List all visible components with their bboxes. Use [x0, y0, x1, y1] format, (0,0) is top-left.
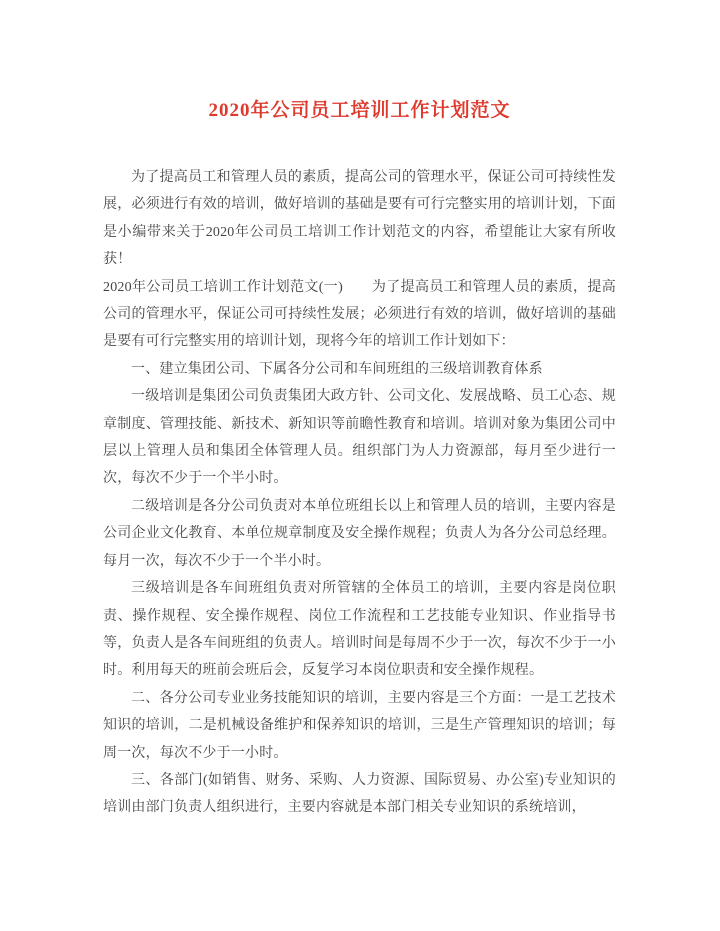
paragraph-level-one-training: 一级培训是集团公司负责集团大政方针、公司文化、发展战略、员工心态、规章制度、管理技能、新技术、新知识等前瞻性教育和培训。培训对象为集团公司中层以上管理人员和集团全体管理人员。组织部门为人力资源部，每月至少进行一次，每次不少于一个半小时。	[103, 389, 616, 487]
document-body	[103, 164, 616, 822]
paragraph-sample-one-heading: 2020年公司员工培训工作计划范文(一) 为了提高员工和管理人员的素质，提高公司的管理水平，保证公司可持续性发展；必须进行有效的培训，做好培训的基础是要有可行完整实用的培训计划，现将今年的培训工作计划如下：	[103, 279, 616, 350]
paragraph-section-one-heading: 一、建立集团公司、下属各分公司和车间班组的三级培训教育体系	[131, 361, 543, 377]
paragraph-level-three-training: 三级培训是各车间班组负责对所管辖的全体员工的培训，主要内容是岗位职责、操作规程、安全操作规程、岗位工作流程和工艺技能专业知识、作业指导书等，负责人是各车间班组的负责人。培训时间是每周不少于一次，每次不少于一小时。利用每天的班前会班后会，反复学习本岗位职责和安全操作规程。	[103, 581, 616, 679]
paragraph-section-two: 二、各分公司专业业务技能知识的培训，主要内容是三个方面：一是工艺技术知识的培训，二是机械设备维护和保养知识的培训，三是生产管理知识的培训；每周一次，每次不少于一小时。	[103, 690, 616, 761]
paragraph-intro: 为了提高员工和管理人员的素质，提高公司的管理水平，保证公司可持续性发展，必须进行有效的培训，做好培训的基础是要有可行完整实用的培训计划，下面是小编带来关于2020年公司员工培训工作计划范文的内容，希望能让大家有所收获！	[103, 170, 616, 268]
paragraph-section-three: 三、各部门(如销售、财务、采购、人力资源、国际贸易、办公室)专业知识的培训由部门负责人组织进行，主要内容就是本部门相关专业知识的系统培训，	[103, 772, 616, 816]
paragraph-level-two-training: 二级培训是各分公司负责对本单位班组长以上和管理人员的培训，主要内容是公司企业文化教育、本单位规章制度及安全操作规程；负责人为各分公司总经理。每月一次，每次不少于一个半小时。	[103, 498, 616, 569]
document-title: 2020年公司员工培训工作计划范文	[208, 100, 511, 121]
